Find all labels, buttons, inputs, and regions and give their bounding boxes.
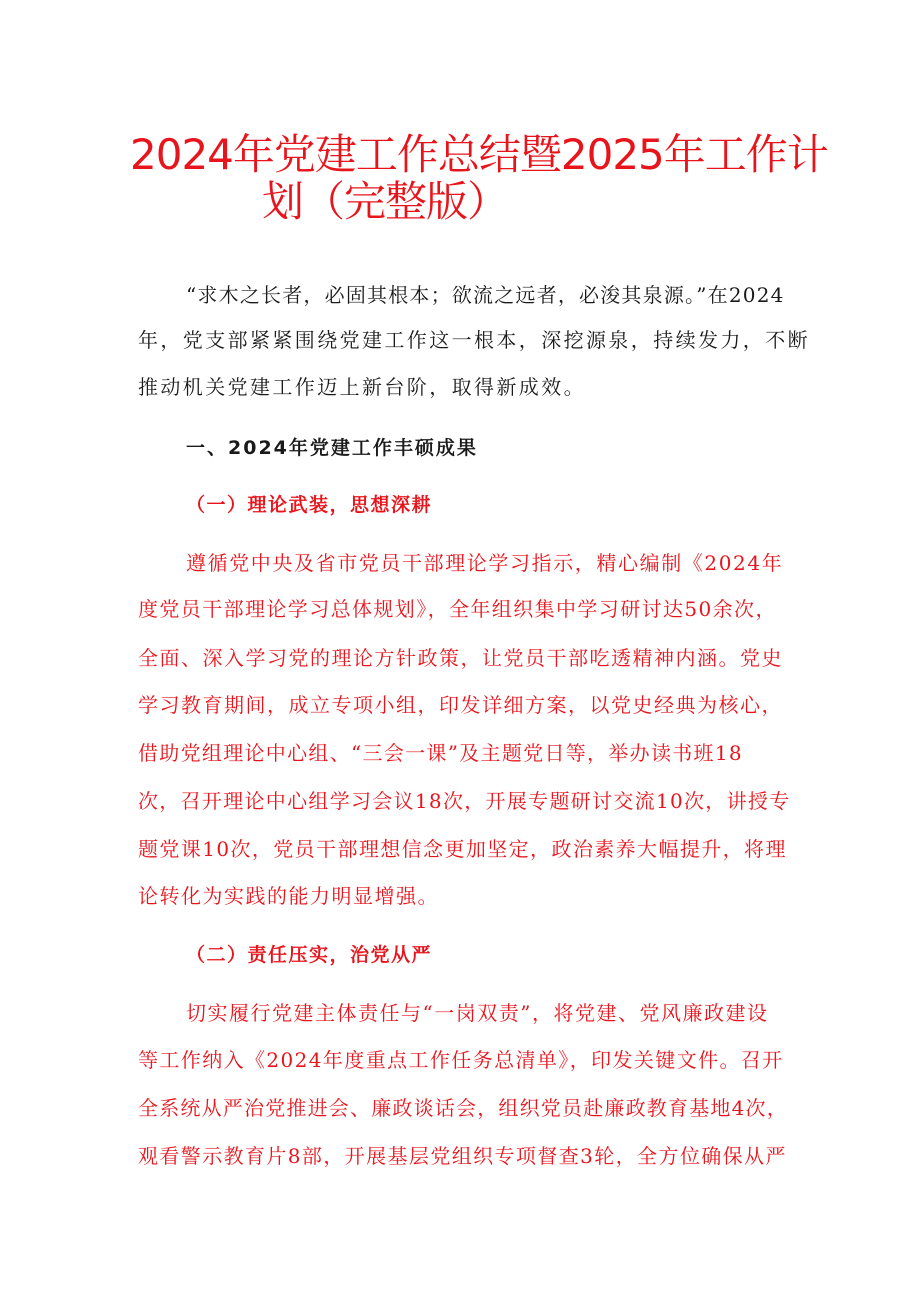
body-line: 次，召开理论中心组学习会议18次，开展专题研讨交流10次，讲授专 bbox=[138, 789, 791, 813]
body-line: 论转化为实践的能力明显增强。 bbox=[138, 884, 439, 908]
body-line: 全面、深入学习党的理论方针政策，让党员干部吃透精神内涵。党史 bbox=[138, 646, 783, 670]
document-title-line-2: 划（完整版） bbox=[261, 177, 508, 226]
body-line: 观看警示教育片8部，开展基层党组织专项督查3轮，全方位确保从严 bbox=[138, 1144, 787, 1168]
section-heading: 一、2024年党建工作丰硕成果 bbox=[186, 437, 478, 459]
body-line: 等工作纳入《2024年度重点工作任务总清单》，印发关键文件。召开 bbox=[138, 1048, 784, 1072]
body-line: 题党课10次，党员干部理想信念更加坚定，政治素养大幅提升，将理 bbox=[138, 837, 787, 861]
body-line: 全系统从严治党推进会、廉政谈话会，组织党员赴廉政教育基地4次， bbox=[138, 1096, 788, 1120]
intro-line: “求木之长者，必固其根本；欲流之远者，必浚其泉源。”在2024 bbox=[186, 283, 785, 307]
subsection-heading: （二）责任压实，治党从严 bbox=[186, 944, 433, 966]
subsection-heading: （一）理论武装，思想深耕 bbox=[186, 494, 433, 516]
intro-line: 年，党支部紧紧围绕党建工作这一根本，深挖源泉，持续发力，不断 bbox=[138, 328, 810, 352]
body-line: 切实履行党建主体责任与“一岗双责”，将党建、党风廉政建设 bbox=[186, 1001, 769, 1025]
document-title-line-1: 2024年党建工作总结暨2025年工作计 bbox=[130, 130, 828, 179]
body-line: 学习教育期间，成立专项小组，印发详细方案，以党史经典为核心， bbox=[138, 693, 783, 717]
body-line: 度党员干部理论学习总体规划》，全年组织集中学习研讨达50余次， bbox=[138, 597, 777, 621]
body-line: 遵循党中央及省市党员干部理论学习指示，精心编制《2024年 bbox=[186, 551, 784, 575]
body-line: 借助党组理论中心组、“三会一课”及主题党日等，举办读书班18 bbox=[138, 741, 743, 765]
intro-line: 推动机关党建工作迈上新台阶，取得新成效。 bbox=[138, 375, 586, 399]
